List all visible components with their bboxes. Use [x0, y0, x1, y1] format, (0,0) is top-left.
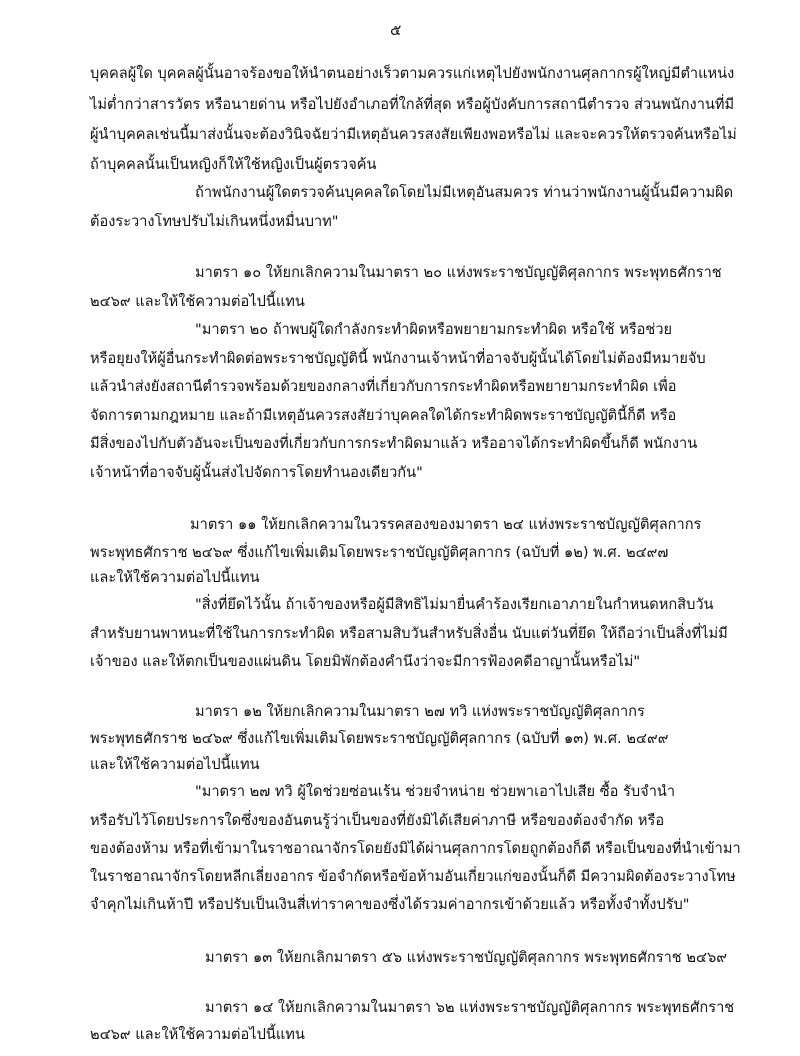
- text-line: มาตรา ๑๔ ให้ยกเลิกความในมาตรา ๖๒ แห่งพระราชบัญญัติศุลกากร พระพุทธศักราช: [205, 999, 735, 1016]
- text-line: จำคุกไม่เกินห้าปี หรือปรับเป็นเงินสี่เท่าราคาของซึ่งได้รวมค่าอากรเข้าด้วยแล้ว หรือทั้งจำทั้งปรับ": [90, 896, 690, 913]
- text-line: ไม่ต่ำกว่าสารวัตร หรือนายด่าน หรือไปยังอำเภอที่ใกล้ที่สุด หรือผู้บังคับการสถานีตำรวจ ส่วนพนักงานที่มี: [90, 96, 735, 113]
- text-line: พระพุทธศักราช ๒๔๖๙ ซึ่งแก้ไขเพิ่มเติมโดยพระราชบัญญัติศุลกากร (ฉบับที่ ๑๓) พ.ศ. ๒๔๙๙: [90, 730, 669, 747]
- text-line: มาตรา ๑๓ ให้ยกเลิกมาตรา ๕๖ แห่งพระราชบัญญัติศุลกากร พระพุทธศักราช ๒๔๖๙: [205, 949, 727, 966]
- text-line: "มาตรา ๒๗ ทวิ ผู้ใดช่วยซ่อนเร้น ช่วยจำหน่าย ช่วยพาเอาไปเสีย ซื้อ รับจำนำ: [195, 783, 676, 800]
- page-number: ๕: [390, 21, 402, 39]
- text-line: หรือยุยงให้ผู้อื่นกระทำผิดต่อพระราชบัญญัตินี้ พนักงานเจ้าหน้าที่อาจจับผู้นั้นได้โดยไม่ต้องมีหมายจับ: [90, 350, 706, 367]
- text-line: มาตรา ๑๐ ให้ยกเลิกความในมาตรา ๒๐ แห่งพระราชบัญญัติศุลกากร พระพุทธศักราช: [195, 264, 722, 281]
- text-line: มาตรา ๑๒ ให้ยกเลิกความในมาตรา ๒๗ ทวิ แห่งพระราชบัญญัติศุลกากร: [195, 703, 645, 720]
- text-line: ถ้าพนักงานผู้ใดตรวจค้นบุคคลใดโดยไม่มีเหตุอันสมควร ท่านว่าพนักงานผู้นั้นมีความผิด: [195, 184, 734, 201]
- text-line: ต้องระวางโทษปรับไม่เกินหนึ่งหมื่นบาท": [90, 213, 339, 230]
- text-line: ของต้องห้าม หรือที่เข้ามาในราชอาณาจักรโดยยังมิได้ผ่านศุลกากรโดยถูกต้องก็ดี หรือเป็นของที่นำเข้ามา: [90, 840, 741, 857]
- text-line: ผู้นำบุคคลเช่นนี้มาส่งนั้นจะต้องวินิจฉัยว่ามีเหตุอันควรสงสัยเพียงพอหรือไม่ และจะควรให้ตรวจค้นหรือไม่: [90, 126, 737, 143]
- text-line: ถ้าบุคคลนั้นเป็นหญิงก็ให้ใช้หญิงเป็นผู้ตรวจค้น: [90, 156, 377, 173]
- text-line: และให้ใช้ความต่อไปนี้แทน: [90, 569, 260, 586]
- text-line: เจ้าของ และให้ตกเป็นของแผ่นดิน โดยมิพักต้องคำนึงว่าจะมีการฟ้องคดีอาญานั้นหรือไม่": [90, 653, 641, 670]
- text-line: ๒๔๖๙ และให้ใช้ความต่อไปนี้แทน: [90, 1026, 305, 1043]
- text-line: แล้วนำส่งยังสถานีตำรวจพร้อมด้วยของกลางที่เกี่ยวกับการกระทำผิดหรือพยายามกระทำผิด เพื่อ: [90, 378, 677, 395]
- text-line: ๒๔๖๙ และให้ใช้ความต่อไปนี้แทน: [90, 293, 305, 310]
- text-line: "สิ่งที่ยึดไว้นั้น ถ้าเจ้าของหรือผู้มีสิทธิไม่มายื่นคำร้องเรียกเอาภายในกำหนดหกสิบวัน: [195, 596, 714, 613]
- text-line: "มาตรา ๒๐ ถ้าพบผู้ใดกำลังกระทำผิดหรือพยายามกระทำผิด หรือใช้ หรือช่วย: [195, 321, 673, 338]
- text-line: สำหรับยานพาหนะที่ใช้ในการกระทำผิด หรือสามสิบวันสำหรับสิ่งอื่น นับแต่วันที่ยึด ให้ถือว่าเป็นสิ่งที่ไม่มี: [90, 625, 728, 642]
- text-line: บุคคลผู้ใด บุคคลผู้นั้นอาจร้องขอให้นำตนอย่างเร็วตามควรแก่เหตุไปยังพนักงานศุลกากรผู้ใหญ่มีตำแหน่ง: [90, 65, 735, 82]
- text-line: หรือรับไว้โดยประการใดซึ่งของอันตนรู้ว่าเป็นของที่ยังมิได้เสียค่าภาษี หรือของต้องจำกัด หรือ: [90, 812, 665, 829]
- text-line: จัดการตามกฎหมาย และถ้ามีเหตุอันควรสงสัยว่าบุคคลใดได้กระทำผิดพระราชบัญญัตินี้ก็ดี หรือ: [90, 407, 677, 424]
- text-line: ในราชอาณาจักรโดยหลีกเลี่ยงอากร ข้อจำกัดหรือข้อห้ามอันเกี่ยวแก่ของนั้นก็ดี มีความผิดต้องระวางโทษ: [90, 868, 736, 885]
- text-line: มีสิ่งของไปกับตัวอันจะเป็นของที่เกี่ยวกับการกระทำผิดมาแล้ว หรืออาจได้กระทำผิดขึ้นก็ดี พนักงาน: [90, 435, 698, 452]
- text-line: พระพุทธศักราช ๒๔๖๙ ซึ่งแก้ไขเพิ่มเติมโดยพระราชบัญญัติศุลกากร (ฉบับที่ ๑๒) พ.ศ. ๒๔๙๗: [90, 544, 669, 561]
- text-line: เจ้าหน้าที่อาจจับผู้นั้นส่งไปจัดการโดยทำนองเดียวกัน": [90, 464, 423, 481]
- text-line: และให้ใช้ความต่อไปนี้แทน: [90, 756, 260, 773]
- text-line: มาตรา ๑๑ ให้ยกเลิกความในวรรคสองของมาตรา ๒๔ แห่งพระราชบัญญัติศุลกากร: [190, 516, 702, 533]
